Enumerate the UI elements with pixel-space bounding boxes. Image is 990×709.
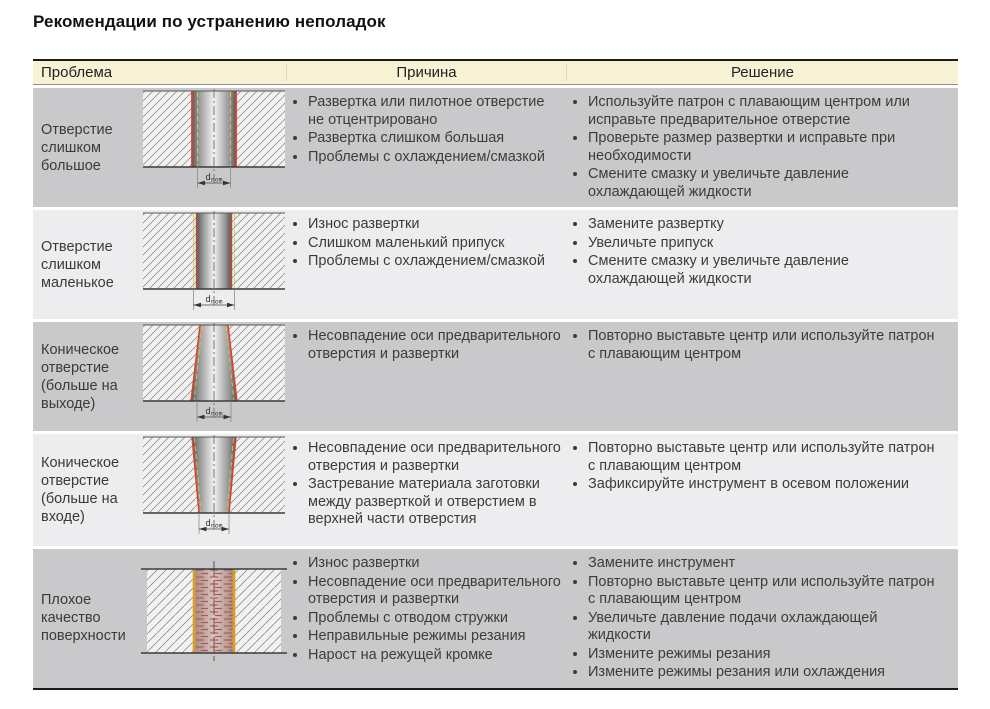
cause-list — [287, 440, 567, 529]
problem-cell — [33, 210, 287, 319]
solution-list — [567, 555, 948, 682]
problem-cell — [33, 88, 287, 207]
bullet-item: • Увеличьте давление подачи охлаждающей жидкости — [588, 610, 948, 645]
tapered-hole-larger-at-entry-illustration — [139, 435, 287, 546]
bullet-item: • Повторно выставьте центр или используйте патрон с плавающим центром — [588, 328, 948, 363]
bullet-item: • Замените развертку — [588, 216, 948, 234]
bullet-item: • Развертка слишком большая — [308, 130, 567, 148]
cause-cell — [287, 88, 567, 207]
bullet-item: • Несовпадение оси предварительного отверстия и развертки — [308, 574, 567, 609]
problem-label: Коническое отверстие (больше на входе) — [41, 455, 120, 525]
bullet-item: • Проблемы с охлаждением/смазкой — [308, 253, 567, 271]
bullet-item: • Смените смазку и увеличьте давление охлаждающей жидкости — [588, 166, 948, 201]
bullet-item: • Увеличьте припуск — [588, 235, 948, 253]
solution-cell — [567, 88, 958, 207]
bullet-item: • Несовпадение оси предварительного отверстия и развертки — [308, 440, 567, 475]
hole-too-small-illustration — [139, 211, 287, 319]
problem-label: Отверстие слишком маленькое — [41, 238, 114, 291]
bullet-item: • Измените режимы резания — [588, 646, 948, 664]
bullet-item: • Нарост на режущей кромке — [308, 647, 567, 665]
dnom-dimension-label: dnom — [205, 173, 223, 184]
bullet-item: • Повторно выставьте центр или используйте патрон с плавающим центром — [588, 440, 948, 475]
problem-label: Отверстие слишком большое — [41, 121, 113, 174]
bullet-item: • Замените инструмент — [588, 555, 948, 573]
solution-list — [567, 94, 948, 201]
solution-cell — [567, 434, 958, 546]
column-header-solution: Решение — [730, 64, 795, 81]
bullet-item: • Застревание материала заготовки между разверткой и отверстием в верхней части отверстия — [308, 476, 567, 529]
bullet-item: • Смените смазку и увеличьте давление охлаждающей жидкости — [588, 253, 948, 288]
cause-cell — [287, 322, 567, 431]
poor-surface-finish-illustration — [139, 561, 287, 688]
bullet-item: • Повторно выставьте центр или используйте патрон с плавающим центром — [588, 574, 948, 609]
bullet-item: • Развертка или пилотное отверстие не отцентрировано — [308, 94, 567, 129]
column-header-problem: Проблема — [33, 64, 287, 81]
bullet-item: • Используйте патрон с плавающим центром или исправьте предварительное отверстие — [588, 94, 948, 129]
bullet-item: • Проблемы с охлаждением/смазкой — [308, 149, 567, 167]
table-header-row — [33, 61, 958, 85]
bullet-item: • Несовпадение оси предварительного отверстия и развертки — [308, 328, 567, 363]
problem-label: Коническое отверстие (больше на выходе) — [41, 341, 120, 412]
bullet-item: • Неправильные режимы резания — [308, 628, 567, 646]
cause-list — [287, 555, 567, 664]
cause-cell — [287, 434, 567, 546]
solution-cell — [567, 210, 958, 319]
problem-cell — [33, 434, 287, 546]
cause-list — [287, 94, 567, 166]
cause-cell — [287, 549, 567, 688]
table-row — [33, 88, 958, 207]
bullet-item: • Слишком маленький припуск — [308, 235, 567, 253]
dnom-dimension-label: dnom — [205, 407, 223, 418]
solution-cell — [567, 322, 958, 431]
bullet-item: • Зафиксируйте инструмент в осевом положении — [588, 476, 948, 494]
tapered-hole-larger-at-exit-illustration — [139, 323, 287, 431]
table-row — [33, 549, 958, 688]
solution-list — [567, 440, 948, 494]
table-row — [33, 322, 958, 431]
solution-list — [567, 328, 948, 363]
dnom-dimension-label: dnom — [205, 519, 223, 530]
hole-too-large-illustration — [139, 89, 287, 207]
cause-cell — [287, 210, 567, 319]
table-row — [33, 210, 958, 319]
solution-list — [567, 216, 948, 288]
table-row — [33, 434, 958, 546]
page-title: Рекомендации по устранению неполадок — [33, 12, 386, 31]
bullet-item: • Измените режимы резания или охлаждения — [588, 664, 948, 682]
troubleshooting-table — [33, 59, 958, 690]
dnom-dimension-label: dnom — [205, 295, 223, 306]
problem-cell — [33, 322, 287, 431]
cause-list — [287, 216, 567, 271]
bullet-item: • Износ развертки — [308, 555, 567, 573]
problem-cell — [33, 549, 287, 688]
bullet-item: • Проблемы с отводом стружки — [308, 610, 567, 628]
solution-cell — [567, 549, 958, 688]
problem-label: Плохое качество поверхности — [41, 592, 126, 645]
column-header-cause: Причина — [287, 64, 567, 81]
bullet-item: • Проверьте размер развертки и исправьте при необходимости — [588, 130, 948, 165]
cause-list — [287, 328, 567, 363]
bullet-item: • Износ развертки — [308, 216, 567, 234]
